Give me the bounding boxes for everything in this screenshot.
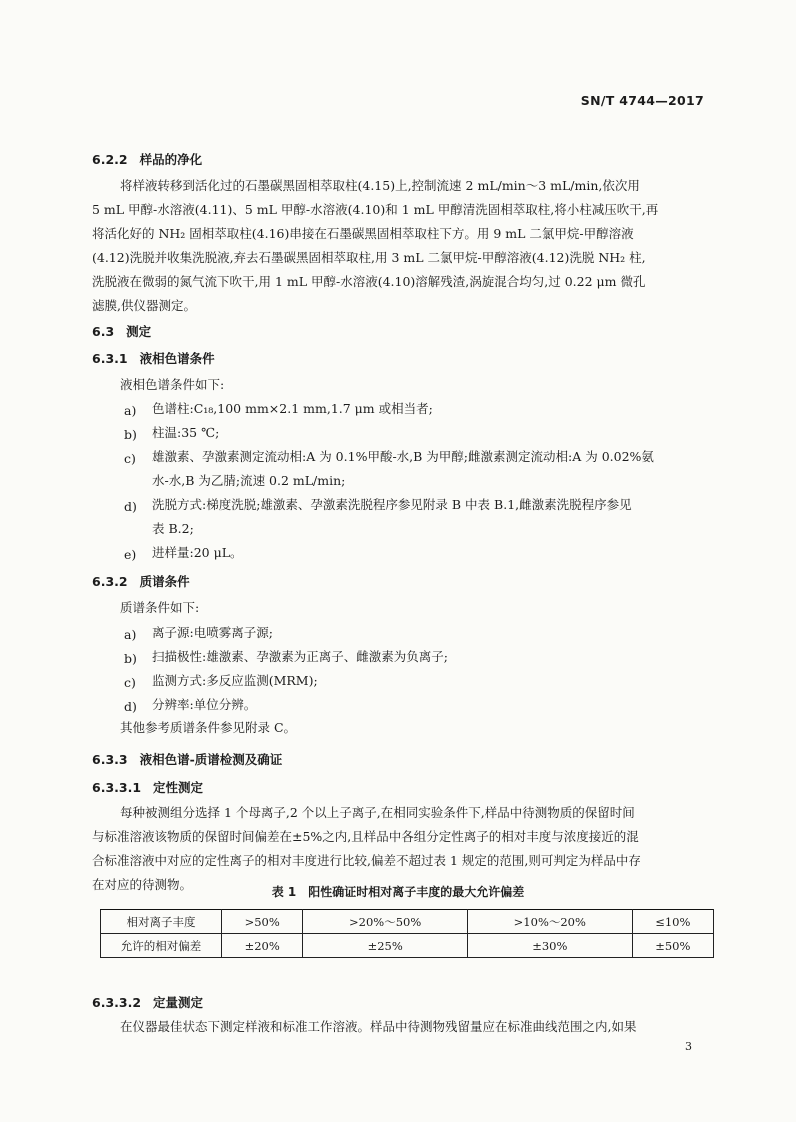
list-item: 色谱柱:C₁₈,100 mm×2.1 mm,1.7 μm 或相当者; (152, 401, 433, 416)
paragraph-line: (4.12)洗脱并收集洗脱液,弃去石墨碳黑固相萃取柱,用 3 mL 二氯甲烷-甲醇溶液(4.12)洗脱 NH₂ 柱, (92, 250, 646, 265)
list-item: 柱温:35 ℃; (152, 425, 220, 440)
paragraph-line: 滤膜,供仪器测定。 (92, 298, 196, 313)
section-heading-6-3-3-2: 6.3.3.2 定量测定 (92, 995, 204, 1010)
list-item: 分辨率:单位分辨。 (152, 697, 257, 712)
section-heading-6-3: 6.3 测定 (92, 324, 152, 339)
list-item: 进样量:20 μL。 (152, 545, 243, 560)
outro-line: 其他参考质谱条件参见附录 C。 (120, 720, 297, 735)
paragraph-line: 在对应的待测物。 (92, 877, 193, 892)
table-cell: >50% (222, 910, 303, 934)
table-row (101, 934, 714, 958)
paragraph-line: 每种被测组分选择 1 个母离子,2 个以上子离子,在相同实验条件下,样品中待测物质的保留时间 (120, 805, 635, 820)
table-title: 表 1 阳性确证时相对离子丰度的最大允许偏差 (271, 885, 525, 899)
paragraph-line: 合标准溶液中对应的定性离子的相对丰度进行比较,偏差不超过表 1 规定的范围,则可判定为样品中存 (92, 853, 641, 868)
list-item-continued: 表 B.2; (152, 521, 194, 536)
list-marker: d) (124, 499, 137, 514)
list-marker: c) (124, 451, 136, 466)
section-heading-6-3-3-1: 6.3.3.1 定性测定 (92, 780, 204, 795)
intro-line: 质谱条件如下: (120, 600, 200, 615)
table-cell: ±50% (632, 934, 713, 958)
table-cell: >20%～50% (303, 910, 468, 934)
list-marker: a) (124, 403, 137, 418)
paragraph-line: 将活化好的 NH₂ 固相萃取柱(4.16)串接在石墨碳黑固相萃取柱下方。用 9 mL 二氯甲烷-甲醇溶液 (92, 226, 634, 241)
section-heading-6-2-2: 6.2.2 样品的净化 (92, 152, 203, 167)
list-item: 洗脱方式:梯度洗脱;雄激素、孕激素洗脱程序参见附录 B 中表 B.1,雌激素洗脱程序参见 (152, 497, 632, 512)
table-cell: ±20% (222, 934, 303, 958)
list-item: 监测方式:多反应监测(MRM); (152, 673, 318, 688)
list-marker: e) (124, 547, 137, 562)
list-marker: a) (124, 627, 137, 642)
list-item: 雄激素、孕激素测定流动相:A 为 0.1%甲酸-水,B 为甲醇;雌激素测定流动相:A 为 0.02%氨 (152, 449, 654, 464)
standard-code: SN/T 4744—2017 (580, 93, 704, 108)
paragraph-line: 5 mL 甲醇-水溶液(4.11)、5 mL 甲醇-水溶液(4.10)和 1 mL 甲醇清洗固相萃取柱,将小柱减压吹干,再 (92, 202, 659, 217)
list-marker: c) (124, 675, 136, 690)
list-item: 扫描极性:雄激素、孕激素为正离子、雌激素为负离子; (152, 649, 448, 664)
paragraph-line: 与标准溶液该物质的保留时间偏差在±5%之内,且样品中各组分定性离子的相对丰度与浓度接近的混 (92, 829, 639, 844)
list-marker: b) (124, 651, 137, 666)
table-cell: ±30% (467, 934, 632, 958)
paragraph-line: 将样液转移到活化过的石墨碳黑固相萃取柱(4.15)上,控制流速 2 mL/min～3 mL/min,依次用 (120, 178, 640, 193)
table-row (101, 910, 714, 934)
section-heading-6-3-1: 6.3.1 液相色谱条件 (92, 351, 215, 366)
list-marker: d) (124, 699, 137, 714)
table-cell: 相对离子丰度 (101, 910, 222, 934)
section-heading-6-3-2: 6.3.2 质谱条件 (92, 574, 190, 589)
list-marker: b) (124, 427, 137, 442)
table-cell: ±25% (303, 934, 468, 958)
deviation-table (100, 909, 714, 958)
paragraph-line: 在仪器最佳状态下测定样液和标准工作溶液。样品中待测物残留量应在标准曲线范围之内,如果 (120, 1019, 637, 1034)
table-cell: 允许的相对偏差 (101, 934, 222, 958)
intro-line: 液相色谱条件如下: (120, 377, 225, 392)
list-item-continued: 水-水,B 为乙腈;流速 0.2 mL/min; (152, 473, 346, 488)
table-cell: >10%～20% (467, 910, 632, 934)
list-item: 离子源:电喷雾离子源; (152, 625, 273, 640)
table-cell: ≤10% (632, 910, 713, 934)
paragraph-line: 洗脱液在微弱的氮气流下吹干,用 1 mL 甲醇-水溶液(4.10)溶解残渣,涡旋混合均匀,过 0.22 μm 微孔 (92, 274, 646, 289)
section-heading-6-3-3: 6.3.3 液相色谱-质谱检测及确证 (92, 752, 283, 767)
page-number: 3 (685, 1040, 692, 1053)
